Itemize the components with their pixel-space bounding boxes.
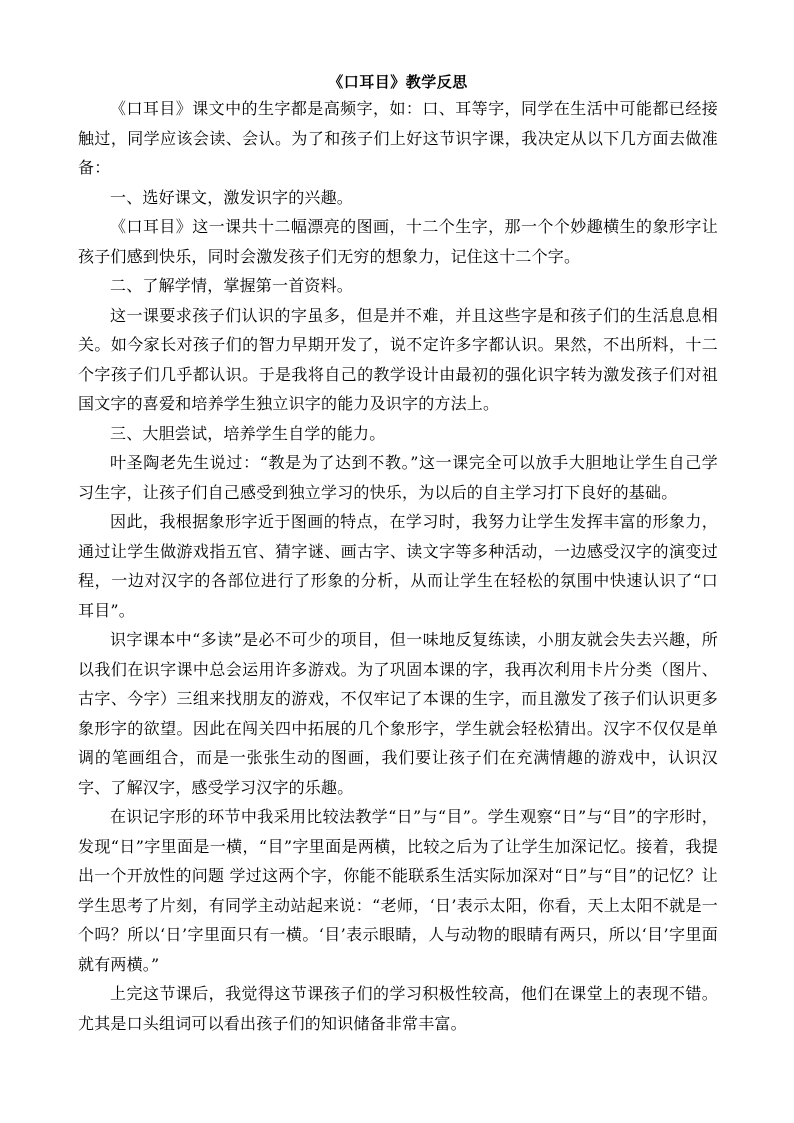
paragraph-comparison: 在识记字形的环节中我采用比较法教学“日”与“目”。学生观察“日”与“目”的字形时，发现“日”字里面是一横，“目”字里面是两横，比较之后为了让学生加深记忆。接着，我提出一个开放性的问题 学过这两个字，你能不能联系生活实际加深对“日”与“目”的记忆？让学生思考了片刻，有同学主动站起来说：“老师，‘日’表示太阳，你看，天上太阳不就是一个吗？所以‘日’字里面只有一横。‘目’表示眼睛，人与动物的眼睛有两只，所以‘目’字里面就有两横。” [78,807,718,974]
paragraph-quote: 叶圣陶老先生说过：“教是为了达到不教。”这一课完全可以放手大胆地让学生自己学习生字，让孩子们自己感受到独立学习的快乐，为以后的自主学习打下良好的基础。 [78,453,718,502]
paragraph-conclusion: 上完这节课后，我觉得这节课孩子们的学习积极性较高，他们在课堂上的表现不错。尤其是口头组词可以看出孩子们的知识储备非常丰富。 [78,984,718,1033]
section-heading-2: 二、了解学情，掌握第一首资料。 [110,276,354,295]
paragraph-intro: 《口耳目》课文中的生字都是高频字，如：口、耳等字，同学在生活中可能都已经接触过，同学应该会读、会认。为了和孩子们上好这节识字课，我决定从以下几方面去做准备： [78,99,718,177]
section-heading-3: 三、大胆尝试，培养学生自学的能力。 [110,423,386,443]
paragraph-activities: 因此，我根据象形字近于图画的特点，在学习时，我努力让学生发挥丰富的形象力，通过让学生做游戏指五官、猜字谜、画古字、读文字等多种活动，一边感受汉字的演变过程，一边对汉字的各部位进行了形象的分析，从而让学生在轻松的氛围中快速认识了“口耳目”。 [78,512,718,620]
paragraph-section-2: 这一课要求孩子们认识的字虽多，但是并不难，并且这些字是和孩子们的生活息息相关。如今家长对孩子们的智力早期开发了，说不定许多字都认识。果然，不出所料，十二个字孩子们几乎都认识。于是我将自己的教学设计由最初的强化识字转为激发孩子们对祖国文字的喜爱和培养学生独立识字的能力及识字的方法上。 [78,305,718,413]
document-title: 《口耳目》教学反思 [328,73,468,91]
section-heading-1: 一、选好课文，激发识字的兴趣。 [110,187,354,207]
paragraph-section-1: 《口耳目》这一课共十二幅漂亮的图画，十二个生字，那一个个妙趣横生的象形字让孩子们感到快乐，同时会激发孩子们无穷的想象力，记住这十二个字。 [78,217,718,266]
paragraph-games: 识字课本中“多读”是必不可少的项目，但一味地反复练读，小朋友就会失去兴趣，所以我们在识字课中总会运用许多游戏。为了巩固本课的字，我再次利用卡片分类（图片、古字、今字）三组来找朋友的游戏，不仅牢记了本课的生字，而且激发了孩子们认识更多象形字的欲望。因此在闯关四中拓展的几个象形字，学生就会轻松猜出。汉字不仅仅是单调的笔画组合，而是一张张生动的图画，我们要让孩子们在充满情趣的游戏中，认识汉字、了解汉字，感受学习汉字的乐趣。 [78,630,718,797]
document-page [78,72,718,1038]
